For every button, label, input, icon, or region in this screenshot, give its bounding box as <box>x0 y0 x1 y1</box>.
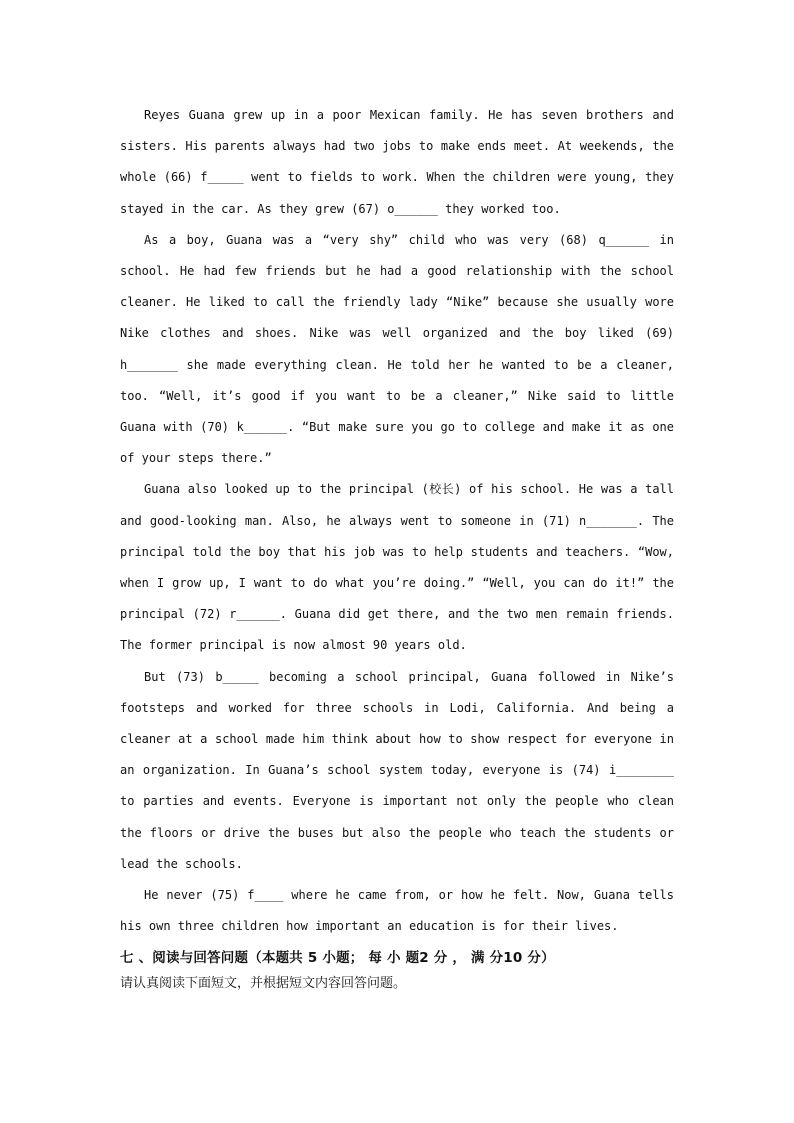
section-heading: 七 、阅读与回答问题（本题共 5 小题； 每 小 题2 分 ， 满 分10 分） <box>120 950 555 967</box>
section-instruction: 请认真阅读下面短文，并根据短文内容回答问题。 <box>120 976 407 992</box>
passage-paragraph-4: But (73) b_____ becoming a school principal, Guana followed in Nike’s footsteps and worked for three schools in Lodi, California. And being a cleaner at a school made him think about how to show respect for everyone in an organization. In Guana’s school system today, everyone is (74) i________ to parties and events. Everyone is important not only the people who clean the floors or drive the buses but also the people who teach the students or lead the schools. <box>120 669 674 871</box>
passage-paragraph-1: Reyes Guana grew up in a poor Mexican family. He has seven brothers and sisters. His parents always had two jobs to make ends meet. At weekends, the whole (66) f_____ went to fields to work. When the children were young, they stayed in the car. As they grew (67) o______ they worked too. <box>120 108 674 216</box>
passage-paragraph-2: As a boy, Guana was a “very shy” child who was very (68) q______ in school. He had few friends but he had a good relationship with the school cleaner. He liked to call the friendly lady “Nike” because she usually wore Nike clothes and shoes. Nike was well organized and the boy liked (69) h_______ she made everything clean. He told her he wanted to be a cleaner, too. “Well, it’s good if you want to be a cleaner,” Nike said to little Guana with (70) k______. “But make sure you go to college and make it as one of your steps there.” <box>120 232 674 466</box>
document-page <box>120 100 674 997</box>
passage-paragraph-3: Guana also looked up to the principal (校长) of his school. He was a tall and good-looking man. Also, he always went to someone in (71) n_______. The principal told the boy that his job was to help students and teachers. “Wow, when I grow up, I want to do what you’re doing.” “Well, you can do it!” the principal (72) r______. Guana did get there, and the two men remain friends. The former principal is now almost 90 years old. <box>120 482 674 653</box>
passage-paragraph-5: He never (75) f____ where he came from, or how he felt. Now, Guana tells his own three children how important an education is for their lives. <box>120 888 674 934</box>
